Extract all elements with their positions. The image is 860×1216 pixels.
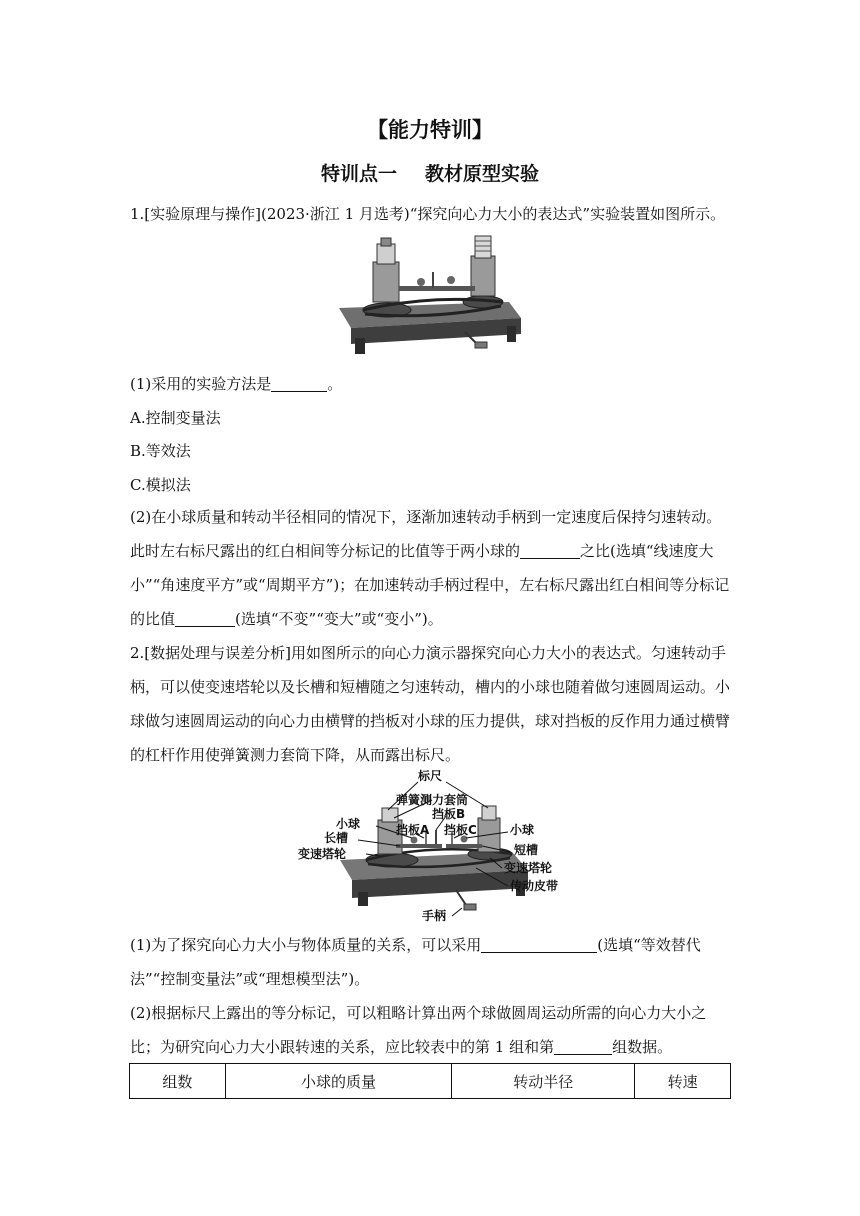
apparatus-photo-1 xyxy=(333,232,525,360)
label-long-groove: 长槽 xyxy=(324,831,349,845)
q1-option-a: A.控制变量法 xyxy=(130,409,221,427)
subtitle-left: 特训点一 xyxy=(320,163,397,185)
label-spring-sleeve: 弹簧测力套筒 xyxy=(396,793,469,807)
q1-answer-blank-2[interactable] xyxy=(520,542,580,559)
table-header-cell: 小球的质量 xyxy=(225,1064,451,1099)
label-short-groove: 短槽 xyxy=(514,843,539,857)
label-ball-right: 小球 xyxy=(510,823,535,837)
table-header-cell: 转速 xyxy=(635,1064,731,1099)
q1-option-b: B.等效法 xyxy=(130,442,191,460)
label-handle: 手柄 xyxy=(422,909,447,923)
label-baffle-c: 挡板C xyxy=(444,823,477,837)
q1-option-c: C.模拟法 xyxy=(130,476,191,494)
q1-answer-blank-3[interactable] xyxy=(175,610,235,627)
label-speed-wheel-right: 变速塔轮 xyxy=(504,861,553,875)
q1-stem: 1.[实验原理与操作](2023·浙江 1 月选考)“探究向心力大小的表达式”实验装置如图所示。 xyxy=(130,205,726,223)
table-header-cell: 转动半径 xyxy=(452,1064,635,1099)
apparatus-diagram-2 xyxy=(296,768,572,928)
table-header-row xyxy=(130,1064,731,1099)
section-subtitle xyxy=(0,159,860,186)
q2-answer-blank-2[interactable] xyxy=(554,1038,612,1055)
table-header-cell: 组数 xyxy=(130,1064,226,1099)
q2-part1: (1)为了探究向心力大小与物体质量的关系，可以采用 (选填“等效替代法”“控制变量法”或“理想模型法”)。 xyxy=(130,936,701,988)
q1-answer-blank-1[interactable] xyxy=(271,375,327,392)
page-title: 【能力特训】 xyxy=(367,118,493,142)
label-ruler: 标尺 xyxy=(418,769,443,783)
subtitle-right: 教材原型实验 xyxy=(425,163,540,185)
label-ball-left: 小球 xyxy=(336,817,361,831)
label-baffle-b: 挡板B xyxy=(432,807,466,821)
label-baffle-a: 挡板A xyxy=(396,823,430,837)
label-belt: 传动皮带 xyxy=(510,879,559,893)
q1-part1: (1)采用的实验方法是 。 xyxy=(130,375,343,393)
q2-part2: (2)根据标尺上露出的等分标记，可以粗略计算出两个球做圆周运动所需的向心力大小之比；为研究向心力大小跟转速的关系，应比较表中的第 1 组和第 组数据。 xyxy=(130,1004,707,1056)
q2-stem: 2.[数据处理与误差分析]用如图所示的向心力演示器探究向心力大小的表达式。匀速转动手柄，可以使变速塔轮以及长槽和短槽随之匀速转动，槽内的小球也随着做匀速圆周运动。小球做匀速圆周运动的向心力由横臂的挡板对小球的压力提供，球对挡板的反作用力通过横臂的杠杆作用使弹簧测力套筒下降，从而露出标尺。 xyxy=(130,644,731,764)
q2-answer-blank-1[interactable] xyxy=(481,936,597,953)
data-table xyxy=(129,1063,731,1099)
q1-part2: (2)在小球质量和转动半径相同的情况下，逐渐加速转动手柄到一定速度后保持匀速转动。此时左右标尺露出的红白相间等分标记的比值等于两小球的 之比(选填“线速度大小”“角速度平方”或“周期平方”)；在加速转动手柄过程中，左右标尺露出红白相间等分标记的比值 (选填“不变”“变大”或“变小”)。 xyxy=(130,508,730,628)
label-speed-wheel-left: 变速塔轮 xyxy=(298,847,347,861)
